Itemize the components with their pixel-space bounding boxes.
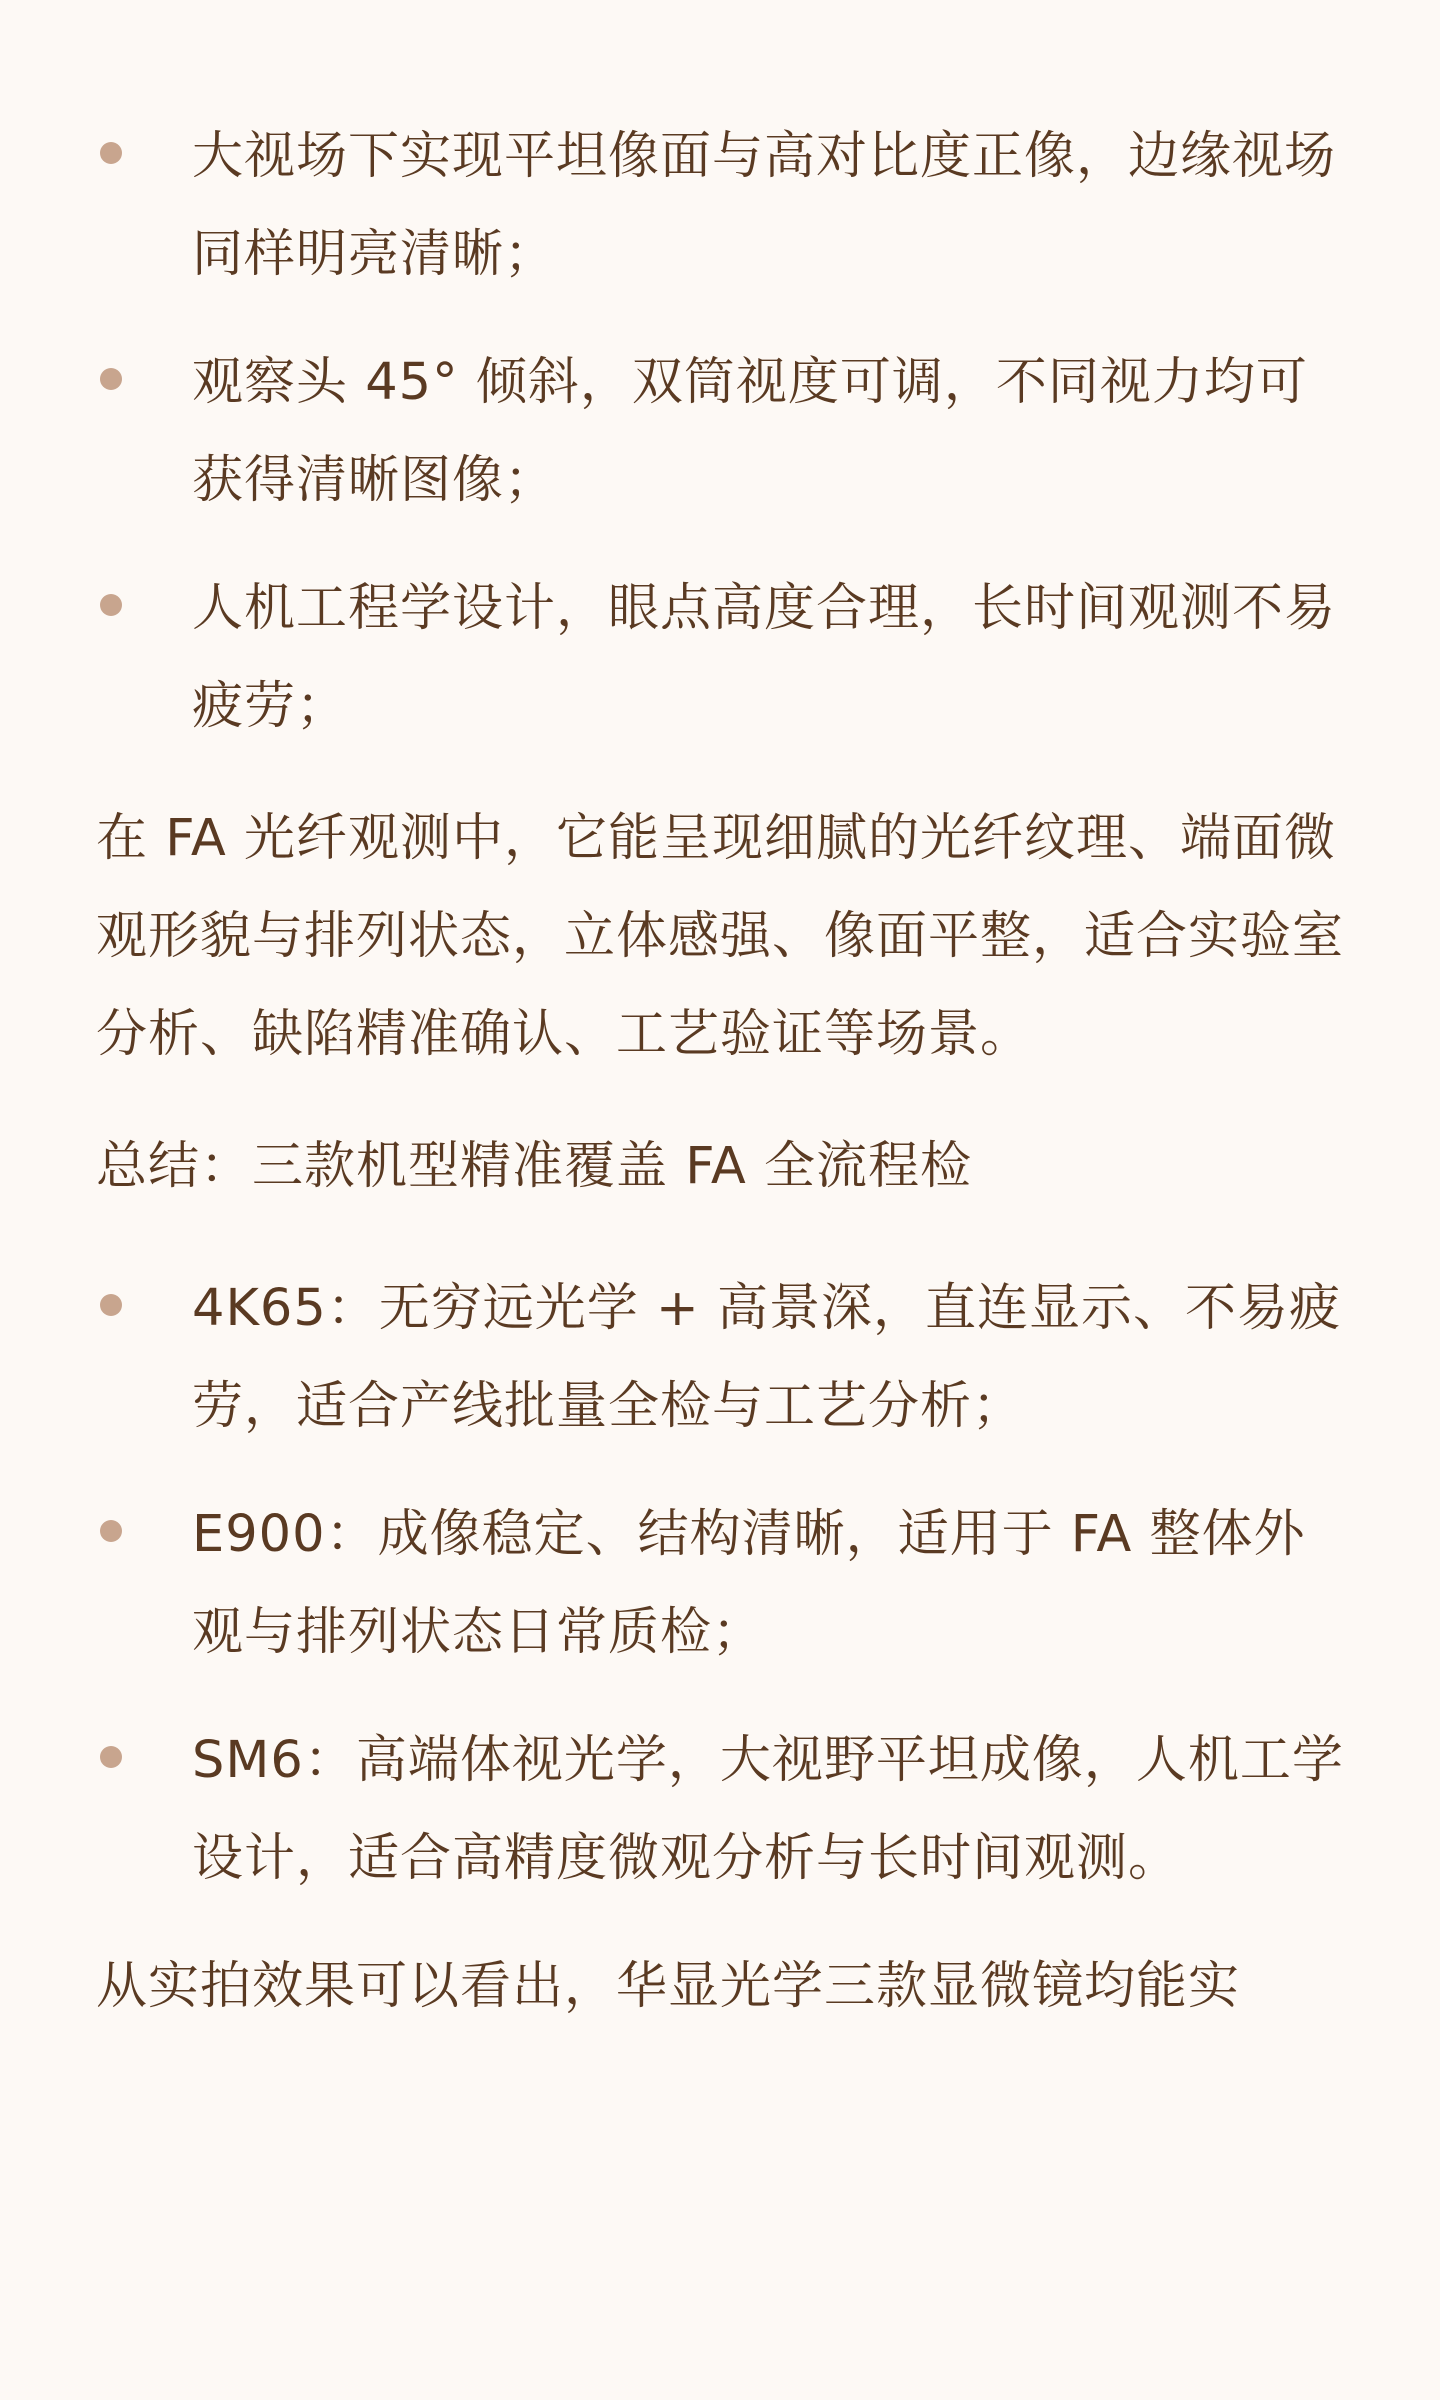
summary-title: 总结：三款机型精准覆盖 FA 全流程检 (96, 1137, 972, 1196)
list-item-text: 4K65：无穷远光学 + 高景深，直连显示、不易疲劳，适合产线批量全检与工艺分析； (192, 1279, 1341, 1436)
list-item-text: E900：成像稳定、结构清晰，适用于 FA 整体外观与排列状态日常质检； (192, 1505, 1306, 1662)
bullet-icon (100, 1294, 122, 1316)
bullet-icon (100, 142, 122, 164)
list-item (96, 1712, 1346, 1908)
bullet-icon (100, 1746, 122, 1768)
list-item (96, 1260, 1346, 1456)
article-body (96, 108, 1346, 2036)
list-item-text: 观察头 45° 倾斜，双筒视度可调，不同视力均可获得清晰图像； (192, 353, 1308, 510)
bullet-icon (100, 594, 122, 616)
closing-paragraph: 从实拍效果可以看出，华显光学三款显微镜均能实 (96, 1957, 1241, 2016)
list-item-text: 大视场下实现平坦像面与高对比度正像，边缘视场同样明亮清晰； (192, 127, 1337, 284)
list-item (96, 1486, 1346, 1682)
feature-list (96, 108, 1346, 756)
summary-list (96, 1260, 1346, 1908)
fa-observation-paragraph: 在 FA 光纤观测中，它能呈现细腻的光纤纹理、端面微观形貌与排列状态，立体感强、像面平整，适合实验室分析、缺陷精准确认、工艺验证等场景。 (96, 809, 1345, 1064)
bullet-icon (100, 368, 122, 390)
list-item-text: SM6：高端体视光学，大视野平坦成像，人机工学设计，适合高精度微观分析与长时间观测。 (192, 1731, 1344, 1888)
bullet-icon (100, 1520, 122, 1542)
list-item (96, 334, 1346, 530)
list-item (96, 560, 1346, 756)
list-item (96, 108, 1346, 304)
list-item-text: 人机工程学设计，眼点高度合理，长时间观测不易疲劳； (192, 579, 1337, 736)
